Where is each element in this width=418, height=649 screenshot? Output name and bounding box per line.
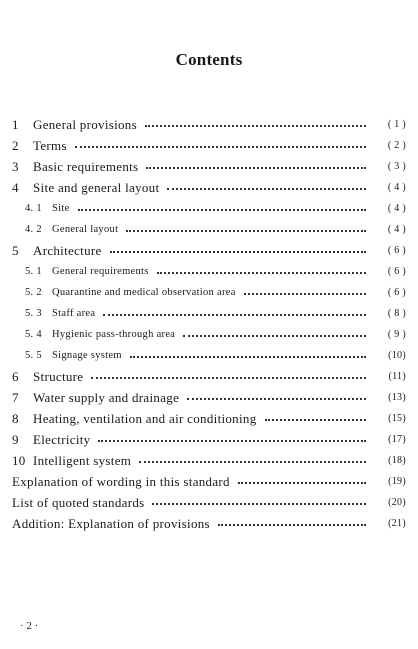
toc-entry-number: 5. 3 — [25, 308, 42, 319]
toc-entry-number: 5 — [12, 242, 19, 258]
toc-entry-label: Explanation of wording in this standard — [12, 473, 230, 489]
toc-entry-page: ( 6 ) — [387, 287, 406, 298]
toc-entry-page: ( 8 ) — [387, 308, 406, 319]
page-title: Contents — [175, 50, 243, 69]
toc-entry-label: General layout — [52, 224, 119, 235]
toc-entry[interactable] — [12, 135, 406, 156]
toc-entry[interactable] — [12, 345, 406, 366]
dot-leader — [152, 502, 366, 505]
toc-entry-label: Addition: Explanation of provisions — [12, 515, 210, 531]
dot-leader — [75, 145, 366, 148]
dot-leader — [130, 355, 366, 358]
toc-entry-number: 5. 1 — [25, 266, 42, 277]
dot-leader — [103, 313, 366, 316]
toc-entry[interactable] — [12, 324, 406, 345]
dot-leader — [183, 334, 366, 337]
toc-entry[interactable] — [12, 240, 406, 261]
table-of-contents — [12, 114, 406, 534]
dot-leader — [238, 481, 366, 484]
toc-entry-number: 1 — [12, 116, 19, 132]
toc-entry-page: (17) — [388, 434, 406, 445]
toc-entry[interactable] — [12, 408, 406, 429]
toc-entry-page: (11) — [388, 371, 406, 382]
toc-entry-number: 8 — [12, 410, 19, 426]
toc-entry-page: (13) — [388, 392, 406, 403]
toc-entry-page: ( 4 ) — [387, 203, 406, 214]
toc-entry-label: General requirements — [52, 266, 149, 277]
toc-entry-label: List of quoted standards — [12, 494, 145, 510]
toc-entry-page: (10) — [388, 350, 406, 361]
toc-entry-label: Basic requirements — [33, 158, 139, 174]
toc-entry-page: (18) — [388, 455, 406, 466]
dot-leader — [91, 376, 366, 379]
dot-leader — [157, 271, 366, 274]
toc-entry-page: ( 4 ) — [387, 224, 406, 235]
toc-entry-page: ( 9 ) — [387, 329, 406, 340]
toc-entry-number: 9 — [12, 431, 19, 447]
toc-entry-label: Quarantine and medical observation area — [52, 287, 236, 298]
toc-entry-number: 5. 5 — [25, 350, 42, 361]
dot-leader — [139, 460, 366, 463]
toc-entry-label: Hygienic pass-through area — [52, 329, 176, 340]
toc-entry-page: ( 4 ) — [387, 182, 406, 193]
toc-entry-page: ( 1 ) — [387, 119, 406, 130]
toc-entry-label: General provisions — [33, 116, 137, 132]
toc-entry-number: 4. 1 — [25, 203, 42, 214]
toc-entry[interactable] — [12, 156, 406, 177]
dot-leader — [265, 418, 367, 421]
dot-leader — [78, 208, 366, 211]
dot-leader — [218, 523, 366, 526]
toc-entry-number: 2 — [12, 137, 19, 153]
toc-entry-label: Site and general layout — [33, 179, 160, 195]
toc-entry-label: Architecture — [33, 242, 102, 258]
toc-entry-label: Staff area — [52, 308, 96, 319]
toc-entry-label: Structure — [33, 368, 84, 384]
toc-entry[interactable] — [12, 492, 406, 513]
toc-entry[interactable] — [12, 114, 406, 135]
toc-entry-number: 5. 2 — [25, 287, 42, 298]
toc-entry-number: 7 — [12, 389, 19, 405]
dot-leader — [110, 250, 366, 253]
toc-entry-number: 6 — [12, 368, 19, 384]
toc-entry-number: 5. 4 — [25, 329, 42, 340]
toc-entry[interactable] — [12, 219, 406, 240]
toc-entry[interactable] — [12, 366, 406, 387]
toc-entry-number: 4 — [12, 179, 19, 195]
toc-entry-page: (15) — [388, 413, 406, 424]
toc-entry-label: Signage system — [52, 350, 122, 361]
toc-entry-label: Site — [52, 203, 70, 214]
toc-entry-label: Electricity — [33, 431, 91, 447]
toc-entry[interactable] — [12, 513, 406, 534]
toc-entry[interactable] — [12, 303, 406, 324]
dot-leader — [167, 187, 366, 190]
toc-entry-page: ( 3 ) — [387, 161, 406, 172]
toc-entry-page: ( 6 ) — [387, 266, 406, 277]
toc-entry[interactable] — [12, 471, 406, 492]
toc-entry-page: ( 2 ) — [387, 140, 406, 151]
toc-entry[interactable] — [12, 429, 406, 450]
dot-leader — [145, 124, 366, 127]
toc-entry-page: ( 6 ) — [387, 245, 406, 256]
dot-leader — [98, 439, 366, 442]
toc-entry-page: (19) — [388, 476, 406, 487]
dot-leader — [187, 397, 366, 400]
toc-entry-label: Heating, ventilation and air conditioning — [33, 410, 257, 426]
toc-entry-label: Terms — [33, 137, 67, 153]
toc-entry-page: (21) — [388, 518, 406, 529]
toc-entry-label: Intelligent system — [33, 452, 132, 468]
toc-entry[interactable] — [12, 282, 406, 303]
dot-leader — [126, 229, 366, 232]
toc-entry[interactable] — [12, 177, 406, 198]
toc-entry-number: 3 — [12, 158, 19, 174]
toc-entry-label: Water supply and drainage — [33, 389, 180, 405]
toc-entry-number: 4. 2 — [25, 224, 42, 235]
dot-leader — [244, 292, 366, 295]
toc-entry[interactable] — [12, 387, 406, 408]
toc-entry[interactable] — [12, 261, 406, 282]
toc-entry-page: (20) — [388, 497, 406, 508]
toc-entry[interactable] — [12, 198, 406, 219]
toc-entry-number: 10 — [12, 452, 26, 468]
toc-entry[interactable] — [12, 450, 406, 471]
page-number-footer: · 2 · — [20, 620, 39, 632]
dot-leader — [146, 166, 366, 169]
